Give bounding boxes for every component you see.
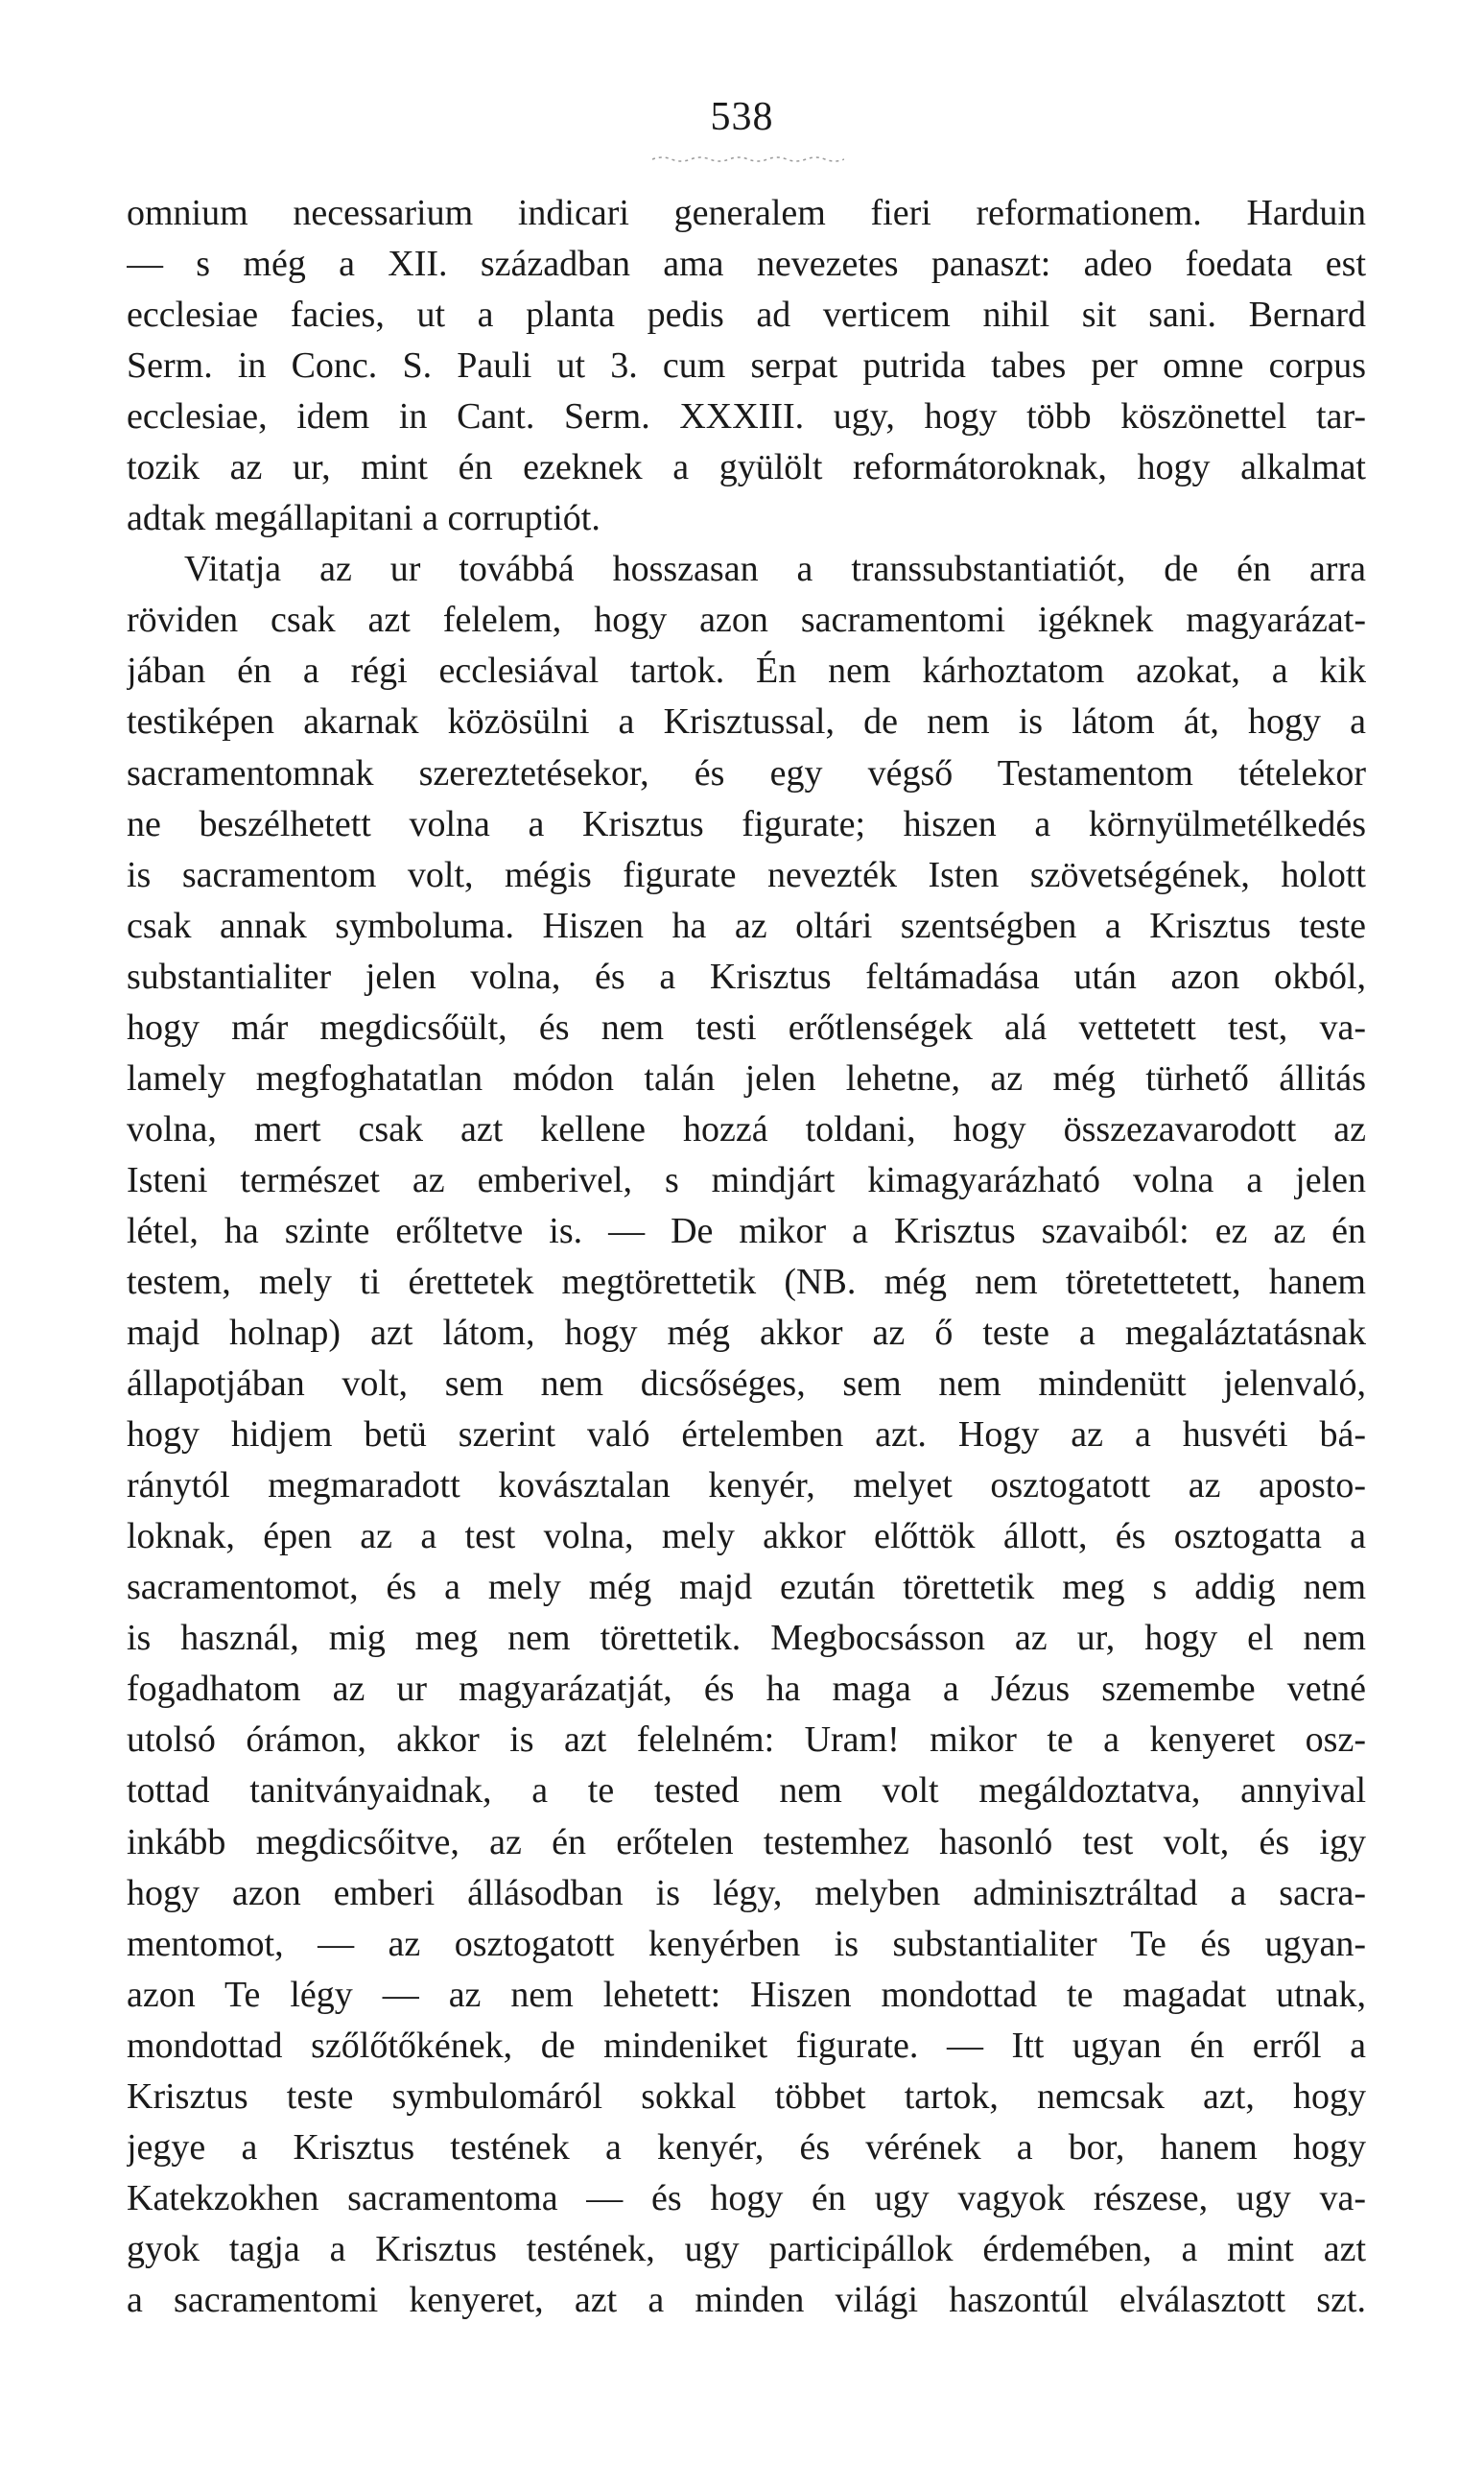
text-line: jában én a régi ecclesiával tartok. Én nem kárhoztatom azokat, a kik [127,651,1366,692]
text-line: jegye a Krisztus testének a kenyér, és vérének a bor, hanem hogy [127,2126,1366,2168]
text-line: mondottad szőlőtőkének, de mindeniket figurate. — Itt ugyan én erről a [127,2025,1366,2066]
text-line: sacramentomnak szereztetésekor, és egy végső Testamentom tételekor [127,752,1366,794]
text-line: Vitatja az ur továbbá hosszasan a transsubstantiatiót, de én arra [184,549,1366,590]
text-line: tozik az ur, mint én ezeknek a gyülölt reformátoroknak, hogy alkalmat [127,447,1366,488]
text-line: Katekzokhen sacramentoma — és hogy én ugy vagyok részese, ugy va- [127,2177,1366,2218]
text-line: röviden csak azt felelem, hogy azon sacramentomi igéknek magyarázat- [127,600,1366,641]
text-line: inkább megdicsőitve, az én erőtelen testemhez hasonló test volt, és igy [127,1821,1366,1862]
page-number-ornament [652,154,844,165]
text-line: Isteni természet az emberivel, s mindjárt kimagyarázható volna a jelen [127,1159,1366,1200]
text-line: lamely megfoghatatlan módon talán jelen lehetne, az még türhető állitás [127,1057,1366,1099]
text-line: létel, ha szinte erőltetve is. — De mikor a Krisztus szavaiból: ez az én [127,1210,1366,1251]
text-line: állapotjában volt, sem nem dicsőséges, sem nem mindenütt jelenvaló, [127,1363,1366,1405]
text-line: omnium necessarium indicari generalem fieri reformationem. Harduin [127,193,1366,233]
text-line: a sacramentomi kenyeret, azt a minden világi haszontúl elválasztott szt. [127,2279,1366,2320]
text-line: mentomot, — az osztogatott kenyérben is substantialiter Te és ugyan- [127,1923,1366,1964]
text-line: csak annak symboluma. Hiszen ha az oltári szentségben a Krisztus teste [127,905,1366,946]
text-line: ecclesiae facies, ut a planta pedis ad verticem nihil sit sani. Bernard [127,295,1366,336]
body-text [127,188,1366,2326]
text-line: azon Te légy — az nem lehetett: Hiszen mondottad te magadat utnak, [127,1974,1366,2015]
text-line: Serm. in Conc. S. Pauli ut 3. cum serpat putrida tabes per omne corpus [127,345,1366,387]
text-line: ránytól megmaradott kovásztalan kenyér, melyet osztogatott az aposto- [127,1465,1366,1506]
text-line: — s még a XII. században ama nevezetes panaszt: adeo foedata est [127,244,1366,285]
text-line: Krisztus teste symbulomáról sokkal többet tartok, nemcsak azt, hogy [127,2075,1366,2117]
text-line: hogy hidjem betü szerint való értelemben azt. Hogy az a husvéti bá- [127,1414,1366,1456]
text-line: tottad tanitványaidnak, a te tested nem volt megáldoztatva, annyival [127,1770,1366,1812]
text-line: utolsó órámon, akkor is azt felelném: Uram! mikor te a kenyeret osz- [127,1719,1366,1761]
text-line: hogy azon emberi állásodban is légy, melyben adminisztráltad a sacra- [127,1872,1366,1913]
text-line: fogadhatom az ur magyarázatját, és ha maga a Jézus szemembe vetné [127,1669,1366,1710]
text-line: is használ, mig meg nem törettetik. Megbocsásson az ur, hogy el nem [127,1618,1366,1659]
text-line: hogy már megdicsőült, és nem testi erőtlenségek alá vettetett test, va- [127,1007,1366,1048]
text-line: substantialiter jelen volna, és a Krisztus feltámadása után azon okból, [127,956,1366,997]
text-line: ne beszélhetett volna a Krisztus figurate; hiszen a környülmetélkedés [127,803,1366,844]
text-line: ecclesiae, idem in Cant. Serm. XXXIII. ugy, hogy több köszönettel tar- [127,396,1366,438]
text-line: gyok tagja a Krisztus testének, ugy participállok érdemében, a mint azt [127,2228,1366,2269]
text-line: is sacramentom volt, mégis figurate nevezték Isten szövetségének, holott [127,854,1366,895]
text-line: adtak megállapitani a corruptiót. [127,498,601,539]
text-line: volna, mert csak azt kellene hozzá toldani, hogy összezavarodott az [127,1108,1366,1150]
text-line: testiképen akarnak közösülni a Krisztussal, de nem is látom át, hogy a [127,701,1366,743]
text-line: majd holnap) azt látom, hogy még akkor az ő teste a megaláztatásnak [127,1313,1366,1354]
text-line: testem, mely ti érettetek megtörettetik (NB. még nem töretettetett, hanem [127,1261,1366,1302]
page-number: 538 [710,95,774,139]
text-line: sacramentomot, és a mely még majd ezután törettetik meg s addig nem [127,1567,1366,1608]
text-line: loknak, épen az a test volna, mely akkor előttök állott, és osztogatta a [127,1516,1366,1557]
